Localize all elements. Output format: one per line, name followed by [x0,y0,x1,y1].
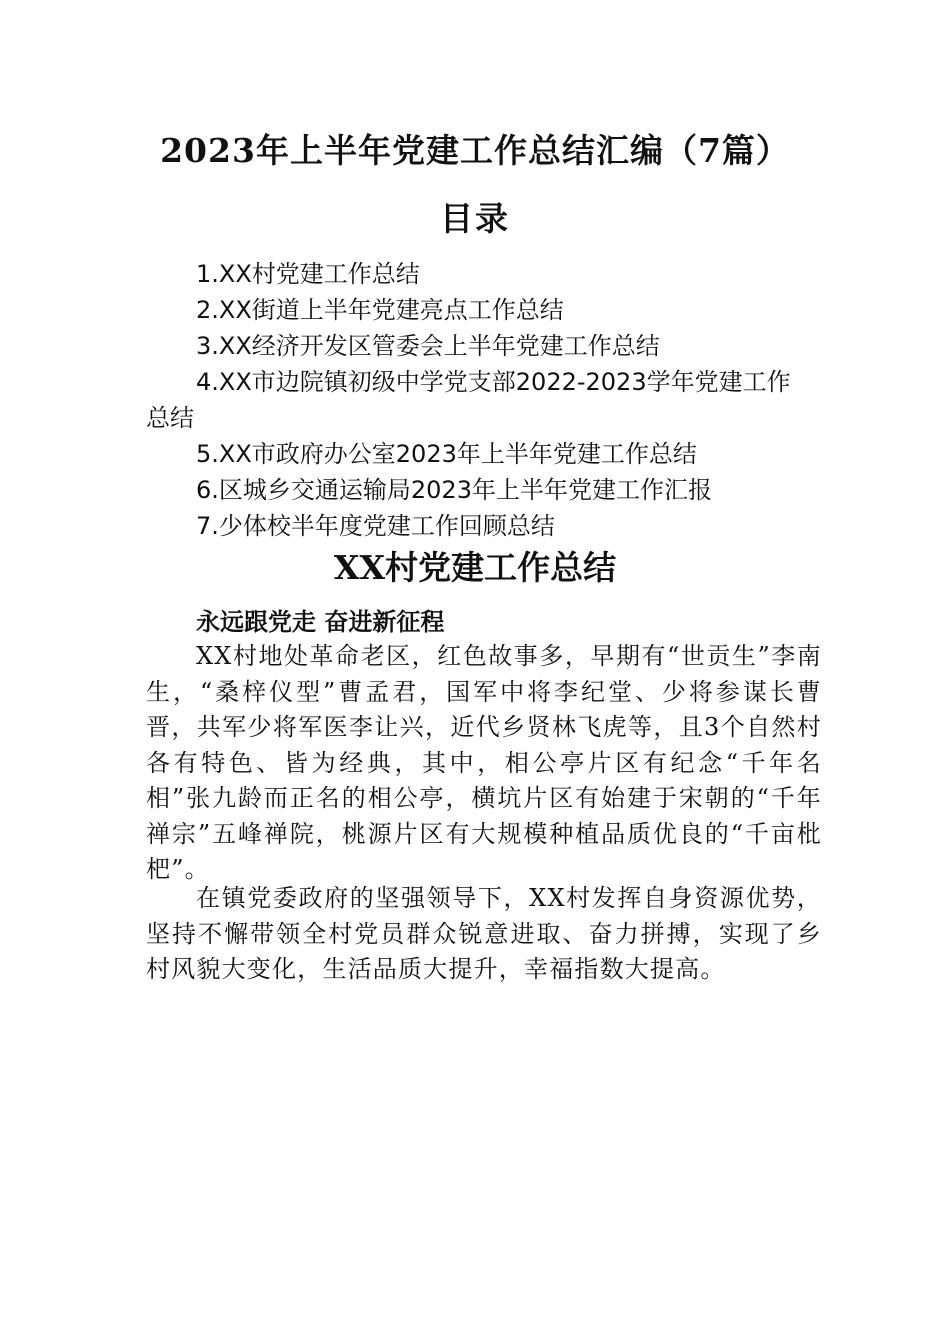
toc-item: 6.区城乡交通运输局2023年上半年党建工作汇报 [196,476,712,504]
section-title: XX村党建工作总结 [333,548,617,587]
toc-item: 1.XX村党建工作总结 [196,260,420,288]
toc-item: 7.少体校半年度党建工作回顾总结 [196,512,555,540]
body-paragraph: 在镇党委政府的坚强领导下，XX村发挥自身资源优势，坚持不懈带领全村党员群众锐意进取、奋力拼搏，实现了乡村风貌大变化，生活品质大提升，幸福指数大提高。 [146,884,822,983]
body-paragraph: XX村地处革命老区，红色故事多，早期有“世贡生”李南生，“桑梓仪型”曹孟君，国军中将李纪堂、少将参谋长曹晋，共军少将军医李让兴，近代乡贤林飞虎等，且3个自然村各有特色、皆为经典，其中，相公亭片区有纪念“千年名相”张九龄而正名的相公亭，横坑片区有始建于宋朝的“千年禅宗”五峰禅院，桃源片区有大规模种植品质优良的“千亩枇杷”。 [146,642,822,883]
toc-item: 2.XX街道上半年党建亮点工作总结 [196,296,564,324]
toc-heading: 目录 [440,199,510,238]
table-of-contents [146,256,810,544]
toc-item: 5.XX市政府办公室2023年上半年党建工作总结 [196,440,697,468]
document-title: 2023年上半年党建工作总结汇编（7篇） [160,131,790,170]
toc-item: 3.XX经济开发区管委会上半年党建工作总结 [196,332,660,360]
section-subtitle: 永远跟党走 奋进新征程 [196,607,445,636]
toc-item: 4.XX市边院镇初级中学党支部2022-2023学年党建工作总结 [146,368,791,432]
